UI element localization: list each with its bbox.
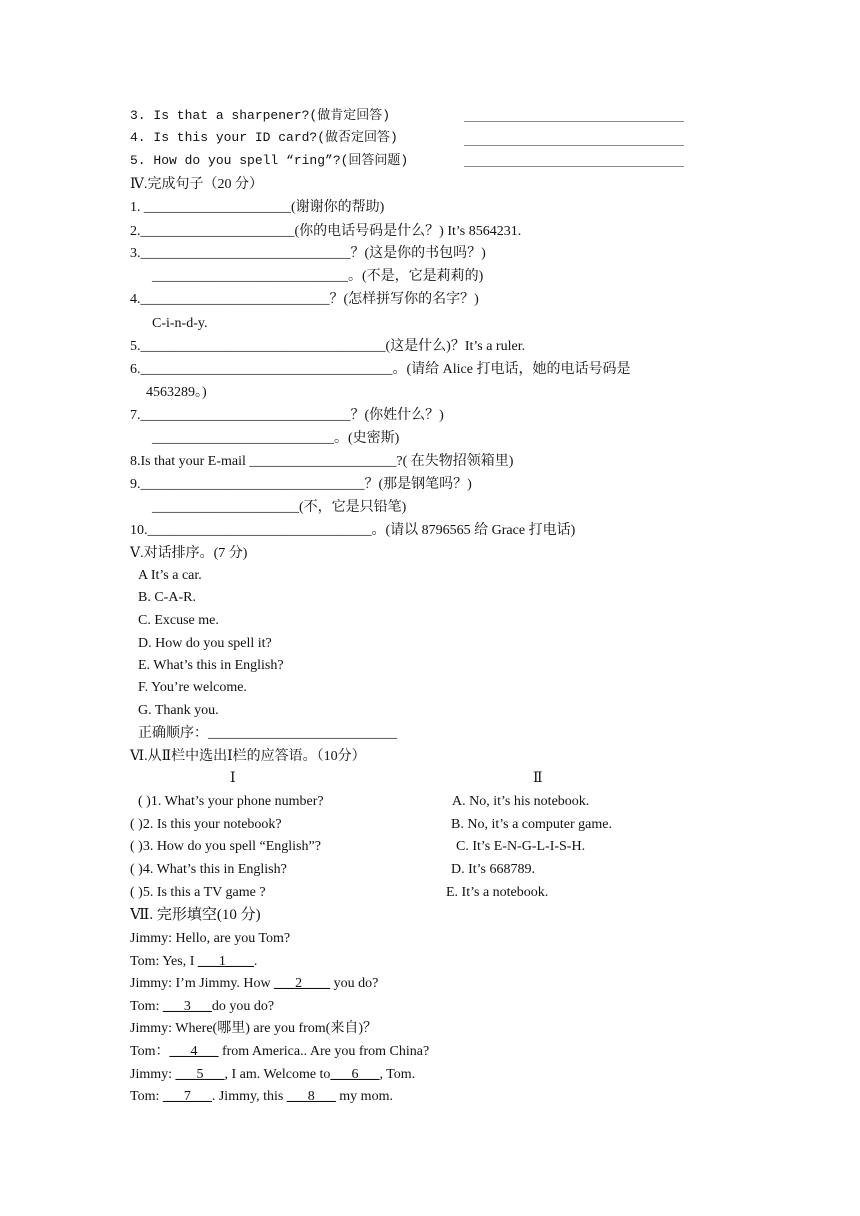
s4-line-10: 10.________________________________。(请以 8796565 给 Grace 打电话): [130, 523, 576, 538]
s4-line-7: 7.______________________________？(你姓什么？): [130, 408, 444, 423]
s7-h-text: Tom:: [130, 1089, 163, 1104]
s5-item-c: C. Excuse me.: [138, 613, 219, 628]
s7-h-end: my mom.: [335, 1089, 393, 1104]
blank-2[interactable]: ___2____: [274, 976, 331, 991]
s7-g-text: Jimmy:: [130, 1067, 176, 1082]
s7-line-f: [130, 1042, 429, 1062]
s5-item-f: F. You’re welcome.: [138, 680, 247, 695]
s5-item-a: A It’s a car.: [138, 568, 202, 583]
s7-line-a: Jimmy: Hello, are you Tom?: [130, 931, 291, 946]
s7-h-mid: . Jimmy, this: [211, 1089, 287, 1104]
answer-line-3[interactable]: [464, 121, 684, 122]
s7-d-end: do you do?: [211, 999, 275, 1014]
answer-line-5[interactable]: [464, 166, 684, 167]
s7-f-text: Tom：: [130, 1044, 170, 1059]
s5-item-d: D. How do you spell it?: [138, 636, 272, 651]
s7-line-c: [130, 974, 378, 994]
blank-3[interactable]: ___3___: [162, 999, 212, 1014]
s4-line-3: 3.______________________________？(这是你的书包吗？): [130, 246, 486, 261]
section5-heading: Ⅴ.对话排序。(7 分): [130, 546, 248, 561]
blank-8[interactable]: ___8___: [286, 1089, 336, 1104]
section6-heading: Ⅵ.从Ⅱ栏中选出Ⅰ栏的应答语。（10分）: [130, 749, 366, 764]
s4-line-4b: C-i-n-d-y.: [152, 316, 208, 331]
blank-1[interactable]: ___1____: [197, 954, 254, 969]
col2-header: Ⅱ: [533, 771, 543, 786]
s7-d-text: Tom:: [130, 999, 163, 1014]
s6-right-e: E. It’s a notebook.: [446, 885, 549, 900]
s7-line-h: [130, 1087, 393, 1107]
s7-line-e: Jimmy: Where(哪里) are you from(来自)？: [130, 1021, 378, 1036]
section4-heading: Ⅳ.完成句子（20 分）: [130, 177, 263, 192]
s6-right-d: D. It’s 668789.: [451, 862, 535, 877]
blank-7[interactable]: ___7___: [162, 1089, 212, 1104]
s4-line-6b: 4563289。): [146, 385, 207, 400]
s7-line-g: [130, 1065, 415, 1085]
section7-heading: Ⅶ. 完形填空(10 分): [130, 907, 261, 923]
s4-line-7b: __________________________。(史密斯): [152, 431, 400, 446]
s5-order: 正确顺序：___________________________: [138, 726, 397, 741]
s7-b-text: Tom: Yes, I: [130, 954, 198, 969]
s6-left-2: ( )2. Is this your notebook?: [130, 817, 282, 832]
s6-left-4: ( )4. What’s this in English?: [130, 862, 287, 877]
blank-6[interactable]: ___6___: [330, 1067, 380, 1082]
s5-item-b: B. C-A-R.: [138, 590, 196, 605]
s6-right-a: A. No, it’s his notebook.: [452, 794, 590, 809]
s4-line-9: 9.________________________________？(那是钢笔吗？): [130, 477, 472, 492]
s5-item-g: G. Thank you.: [138, 703, 219, 718]
s7-c-text: Jimmy: I’m Jimmy. How: [130, 976, 275, 991]
s7-g-end: , Tom.: [379, 1067, 416, 1082]
answer-line-4[interactable]: [464, 145, 684, 146]
s4-line-1: 1. _____________________(谢谢你的帮助): [130, 200, 385, 215]
s4-line-6: 6.____________________________________。(请给 Alice 打电话，她的电话号码是: [130, 362, 631, 377]
s4-line-3b: ____________________________。(不是，它是莉莉的): [152, 269, 484, 284]
s6-left-3: ( )3. How do you spell “English”?: [130, 839, 321, 854]
s7-f-end: from America.. Are you from China?: [218, 1044, 430, 1059]
s4-line-5: 5.___________________________________(这是什么)？It’s a ruler.: [130, 339, 526, 354]
s7-line-d: [130, 997, 274, 1017]
s5-item-e: E. What’s this in English?: [138, 658, 284, 673]
s6-right-c: C. It’s E-N-G-L-I-S-H.: [456, 839, 586, 854]
s4-line-4: 4.___________________________？(怎样拼写你的名字？): [130, 292, 479, 307]
s7-line-b: [130, 952, 257, 972]
s6-right-b: B. No, it’s a computer game.: [451, 817, 612, 832]
s4-line-2: 2.______________________(你的电话号码是什么？) It’s 8564231.: [130, 224, 522, 239]
question-4: 4. Is this your ID card?(做否定回答): [130, 130, 398, 145]
s6-left-1: ( )1. What’s your phone number?: [138, 794, 324, 809]
s7-b-end: .: [253, 954, 258, 969]
s6-left-5: ( )5. Is this a TV game ?: [130, 885, 266, 900]
question-3: 3. Is that a sharpener?(做肯定回答): [130, 108, 391, 123]
s4-line-8: 8.Is that your E-mail _____________________?( 在失物招领箱里): [130, 454, 514, 469]
s4-line-9b: _____________________(不，它是只铅笔): [152, 500, 407, 515]
s7-g-mid: , I am. Welcome to: [224, 1067, 331, 1082]
question-5: 5. How do you spell “ring”?(回答问题): [130, 153, 409, 168]
blank-5[interactable]: ___5___: [175, 1067, 225, 1082]
col1-header: Ⅰ: [230, 771, 236, 786]
blank-4[interactable]: ___4___: [169, 1044, 219, 1059]
s7-c-end: you do?: [330, 976, 379, 991]
